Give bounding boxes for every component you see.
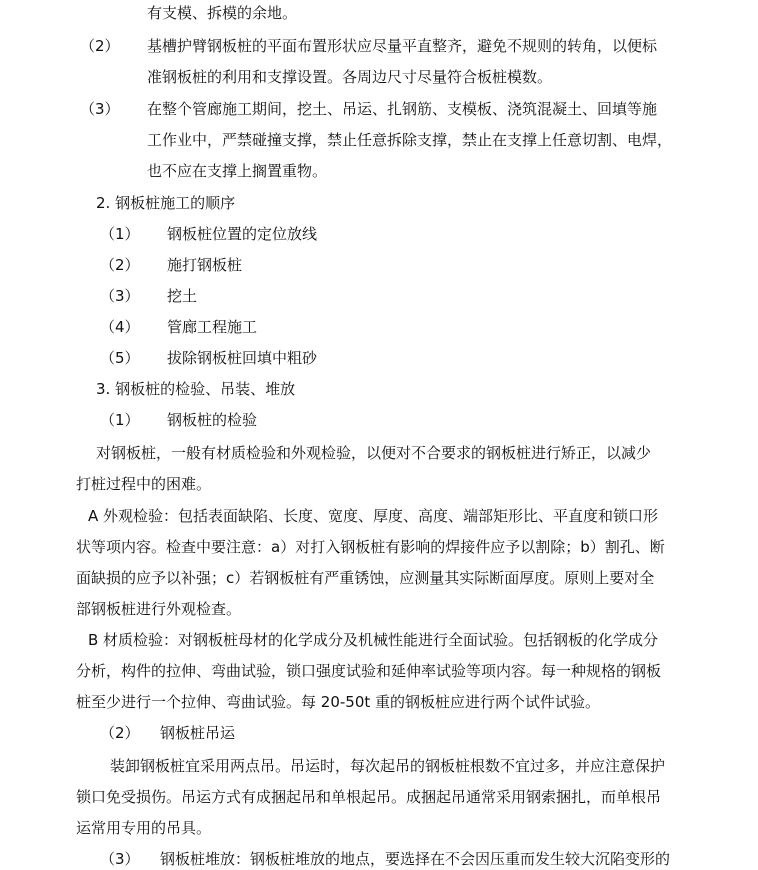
list-number: （3） bbox=[100, 287, 140, 305]
list-item-line: 准钢板桩的利用和支撑设置。各周边尺寸尽量符合板桩模数。 bbox=[147, 68, 553, 86]
paragraph-line: 装卸钢板桩宜采用两点吊。吊运时，每次起吊的钢板桩根数不宜过多，并应注意保护 bbox=[110, 757, 666, 775]
paragraph-line: B 材质检验：对钢板桩母材的化学成分及机械性能进行全面试验。包括钢板的化学成分 bbox=[88, 631, 659, 649]
list-number: （2） bbox=[100, 724, 140, 742]
list-item: 拔除钢板桩回填中粗砂 bbox=[167, 349, 318, 367]
list-number: （1） bbox=[100, 411, 140, 429]
paragraph-line: 打桩过程中的困难。 bbox=[76, 475, 212, 493]
section-heading: 2. 钢板桩施工的顺序 bbox=[96, 194, 236, 212]
list-number: （2） bbox=[80, 37, 120, 55]
paragraph-line: 部钢板桩进行外观检查。 bbox=[76, 600, 242, 618]
paragraph-line: 有支模、拆模的余地。 bbox=[147, 4, 298, 22]
paragraph-line: 钢板桩堆放：钢板桩堆放的地点，要选择在不会因压重而发生较大沉陷变形的 bbox=[160, 850, 671, 868]
list-number: （1） bbox=[100, 225, 140, 243]
section-heading: 3. 钢板桩的检验、吊装、堆放 bbox=[96, 380, 296, 398]
subsection-heading: 钢板桩吊运 bbox=[160, 724, 236, 742]
subsection-heading: 钢板桩的检验 bbox=[167, 411, 258, 429]
paragraph-line: 运常用专用的吊具。 bbox=[76, 819, 212, 837]
paragraph-line: 分析，构件的拉伸、弯曲试验，锁口强度试验和延伸率试验等项内容。每一种规格的钢板 bbox=[76, 662, 662, 680]
list-number: （2） bbox=[100, 256, 140, 274]
paragraph-line: 锁口免受损伤。吊运方式有成捆起吊和单根起吊。成捆起吊通常采用钢索捆扎，而单根吊 bbox=[76, 788, 662, 806]
list-item-line: 在整个管廊施工期间，挖土、吊运、扎钢筋、支模板、浇筑混凝土、回填等施 bbox=[147, 100, 658, 118]
list-number: （5） bbox=[100, 349, 140, 367]
list-number: （3） bbox=[80, 100, 120, 118]
list-item: 管廊工程施工 bbox=[167, 318, 258, 336]
list-number: （4） bbox=[100, 318, 140, 336]
list-item: 钢板桩位置的定位放线 bbox=[167, 225, 318, 243]
list-item-line: 工作业中，严禁碰撞支撑，禁止任意拆除支撑，禁止在支撑上任意切割、电焊， bbox=[147, 131, 673, 149]
list-item: 挖土 bbox=[167, 287, 198, 305]
list-item-line: 基槽护臂钢板桩的平面布置形状应尽量平直整齐，避免不规则的转角，以便标 bbox=[147, 37, 658, 55]
paragraph-line: 对钢板桩，一般有材质检验和外观检验，以便对不合要求的钢板桩进行矫正，以减少 bbox=[96, 444, 652, 462]
paragraph-line: 面缺损的应予以补强；c）若钢板桩有严重锈蚀，应测量其实际断面厚度。原则上要对全 bbox=[76, 569, 655, 587]
list-number: （3） bbox=[100, 850, 140, 868]
paragraph-line: A 外观检验：包括表面缺陷、长度、宽度、厚度、高度、端部矩形比、平直度和锁口形 bbox=[88, 507, 659, 525]
paragraph-line: 状等项内容。检查中要注意：a）对打入钢板桩有影响的焊接件应予以割除；b）割孔、断 bbox=[76, 538, 665, 556]
paragraph-line: 桩至少进行一个拉伸、弯曲试验。每 20-50t 重的钢板桩应进行两个试件试验。 bbox=[76, 693, 601, 711]
list-item-line: 也不应在支撑上搁置重物。 bbox=[147, 162, 328, 180]
list-item: 施打钢板桩 bbox=[167, 256, 243, 274]
